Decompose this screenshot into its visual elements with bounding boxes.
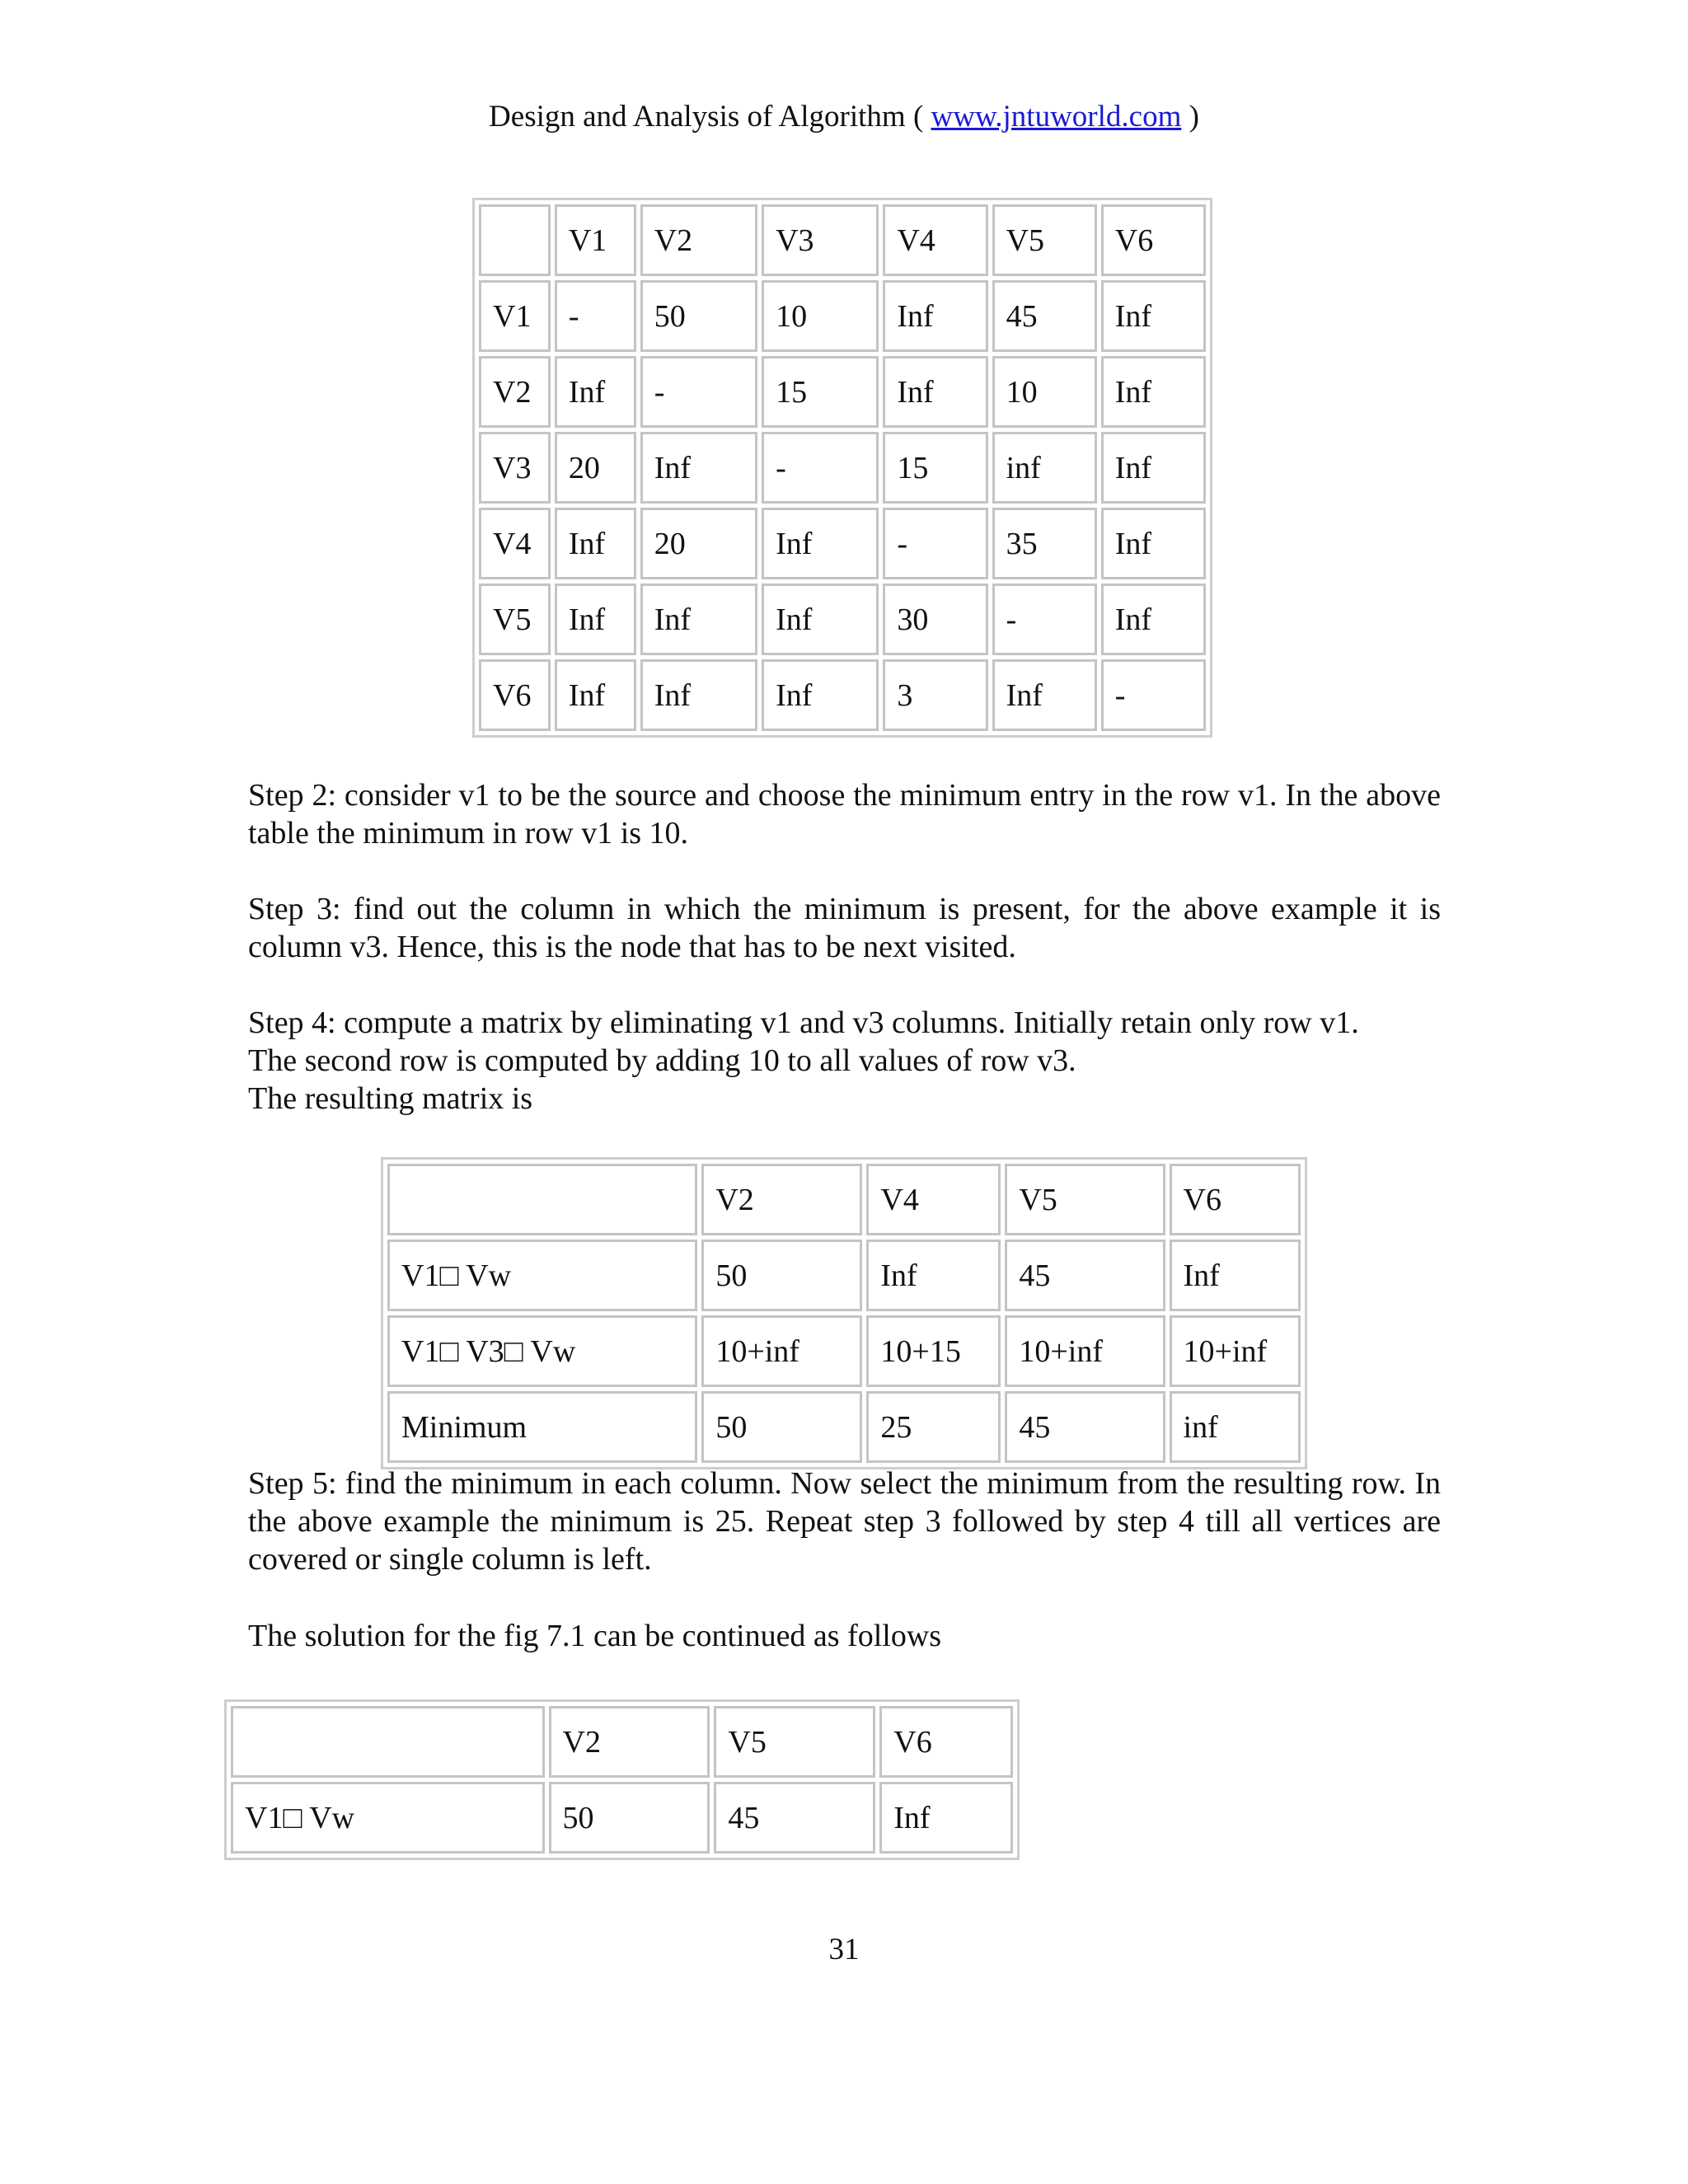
- table-cell: V2: [479, 356, 551, 428]
- header-suffix: ): [1181, 100, 1199, 134]
- table-cell: Inf: [1170, 1240, 1301, 1311]
- table-cell: V2: [549, 1706, 710, 1778]
- table-cell: Inf: [762, 508, 879, 579]
- table-cell: V1□ Vw: [231, 1782, 545, 1854]
- table-row: [387, 1164, 1301, 1235]
- resulting-matrix-table: [381, 1157, 1307, 1469]
- table-cell: 20: [555, 432, 636, 504]
- continued-paragraph: The solution for the fig 7.1 can be continued as follows: [248, 1619, 942, 1653]
- table-cell: Inf: [1101, 356, 1206, 428]
- table-cell: Inf: [883, 280, 987, 352]
- table-cell: 50: [640, 280, 757, 352]
- continued-matrix-table: [224, 1699, 1020, 1860]
- table-cell: Inf: [555, 659, 636, 731]
- table-cell: V2: [640, 204, 757, 276]
- table-cell: 15: [883, 432, 987, 504]
- step-4-paragraph: [248, 1004, 1441, 1118]
- table-cell: -: [1101, 659, 1206, 731]
- table-cell: V6: [479, 659, 551, 731]
- table-cell: Inf: [866, 1240, 1001, 1311]
- table-cell: 15: [762, 356, 879, 428]
- step-5-paragraph: Step 5: find the minimum in each column. Now select the minimum from the resulting row. In the above example the minimum is 25. Repeat step 3 followed by step 4 till all vertices are covered or single column is left.: [248, 1466, 1441, 1577]
- step-4-line-1: Step 4: compute a matrix by eliminating v1 and v3 columns. Initially retain only row v1.: [248, 1005, 1359, 1040]
- table-cell: 45: [1005, 1391, 1165, 1463]
- table-cell: Inf: [1101, 280, 1206, 352]
- step-4-line-2: The second row is computed by adding 10 to all values of row v3.: [248, 1043, 1076, 1078]
- table-cell: 3: [883, 659, 987, 731]
- table-cell: V6: [1101, 204, 1206, 276]
- table-row: [231, 1706, 1013, 1778]
- table-cell: inf: [992, 432, 1097, 504]
- table-cell: 50: [701, 1240, 862, 1311]
- table-cell: Inf: [1101, 432, 1206, 504]
- table-cell: 45: [992, 280, 1097, 352]
- step-2-paragraph: Step 2: consider v1 to be the source and choose the minimum entry in the row v1. In the above table the minimum in row v1 is 10.: [248, 778, 1441, 851]
- table-row: [479, 204, 1206, 276]
- table-cell: V4: [883, 204, 987, 276]
- table-cell: inf: [1170, 1391, 1301, 1463]
- table-cell: Inf: [762, 583, 879, 655]
- table-cell: 50: [701, 1391, 862, 1463]
- table-cell: 10+inf: [701, 1315, 862, 1387]
- table-cell: [231, 1706, 545, 1778]
- table-cell: 10: [762, 280, 879, 352]
- table-row: [387, 1240, 1301, 1311]
- table-cell: 10+inf: [1005, 1315, 1165, 1387]
- table-cell: Inf: [992, 659, 1097, 731]
- table-cell: 50: [549, 1782, 710, 1854]
- table-row: [479, 280, 1206, 352]
- table-cell: Inf: [555, 508, 636, 579]
- table-cell: -: [883, 508, 987, 579]
- table-cell: 20: [640, 508, 757, 579]
- table-cell: -: [640, 356, 757, 428]
- table-cell: Inf: [883, 356, 987, 428]
- table-row: [479, 508, 1206, 579]
- table-cell: Inf: [1101, 583, 1206, 655]
- table-cell: [479, 204, 551, 276]
- table-row: [479, 356, 1206, 428]
- step-3-paragraph: Step 3: find out the column in which the minimum is present, for the above example it is column v3. Hence, this is the node that has to be next visited.: [248, 892, 1441, 964]
- table-cell: V4: [479, 508, 551, 579]
- table-cell: Inf: [555, 583, 636, 655]
- page-header: [0, 97, 1688, 137]
- table-cell: V1: [479, 280, 551, 352]
- table-cell: 10: [992, 356, 1097, 428]
- table-cell: 10+15: [866, 1315, 1001, 1387]
- table-cell: 45: [1005, 1240, 1165, 1311]
- table-cell: 35: [992, 508, 1097, 579]
- table-cell: Inf: [879, 1782, 1013, 1854]
- table-row: [231, 1782, 1013, 1854]
- table-cell: Inf: [555, 356, 636, 428]
- header-link[interactable]: www.jntuworld.com: [931, 100, 1182, 134]
- table-cell: -: [555, 280, 636, 352]
- table-cell: -: [762, 432, 879, 504]
- table-cell: Inf: [640, 659, 757, 731]
- page-number: 31: [828, 1933, 860, 1966]
- table-cell: Inf: [1101, 508, 1206, 579]
- table-row: [479, 583, 1206, 655]
- table-row: [479, 432, 1206, 504]
- table-row: [387, 1315, 1301, 1387]
- table-cell: [387, 1164, 697, 1235]
- table-cell: V2: [701, 1164, 862, 1235]
- table-cell: Minimum: [387, 1391, 697, 1463]
- table-cell: V4: [866, 1164, 1001, 1235]
- table-cell: V3: [479, 432, 551, 504]
- table-cell: Inf: [762, 659, 879, 731]
- table-row: [479, 659, 1206, 731]
- table-cell: V6: [879, 1706, 1013, 1778]
- table-cell: V1□ Vw: [387, 1240, 697, 1311]
- adjacency-matrix-table: [472, 198, 1212, 738]
- table-cell: 30: [883, 583, 987, 655]
- table-cell: V5: [1005, 1164, 1165, 1235]
- table-cell: 45: [714, 1782, 875, 1854]
- table-cell: V5: [479, 583, 551, 655]
- table-cell: V1: [555, 204, 636, 276]
- table-cell: V3: [762, 204, 879, 276]
- table-cell: -: [992, 583, 1097, 655]
- table-cell: V6: [1170, 1164, 1301, 1235]
- table-cell: V5: [992, 204, 1097, 276]
- table-cell: Inf: [640, 432, 757, 504]
- table-cell: V1□ V3□ Vw: [387, 1315, 697, 1387]
- table-cell: 25: [866, 1391, 1001, 1463]
- header-title: Design and Analysis of Algorithm (: [489, 100, 931, 134]
- table-cell: Inf: [640, 583, 757, 655]
- table-row: [387, 1391, 1301, 1463]
- table-cell: 10+inf: [1170, 1315, 1301, 1387]
- step-4-line-3: The resulting matrix is: [248, 1081, 533, 1116]
- table-cell: V5: [714, 1706, 875, 1778]
